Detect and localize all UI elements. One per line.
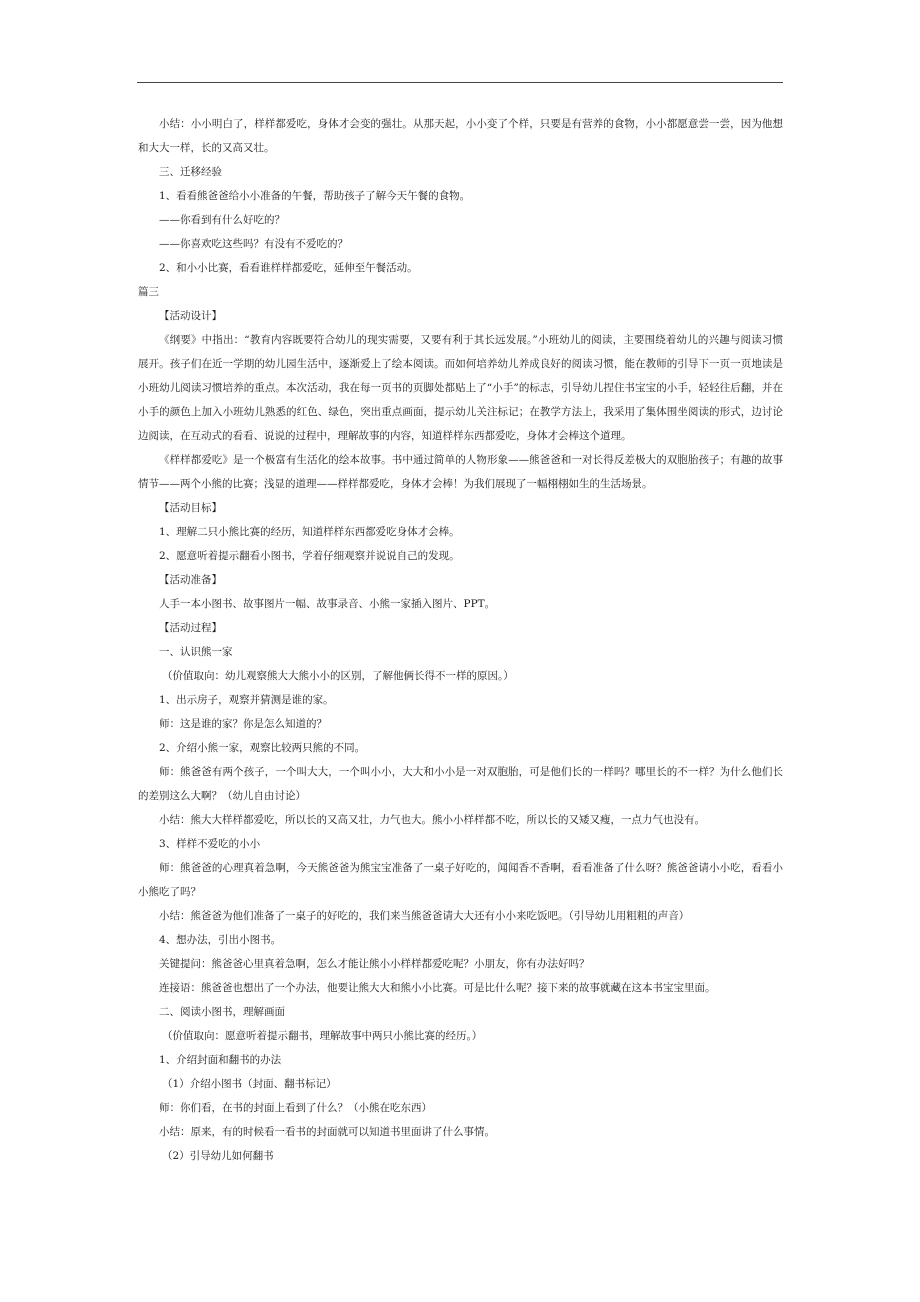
value-orientation-note: （价值取向：愿意听着提示翻书，理解故事中两只小熊比赛的经历。） — [162, 1030, 483, 1042]
list-item: 4、想办法，引出小图书。 — [159, 934, 282, 946]
list-item: 1、出示房子，观察并猜测是谁的家。 — [159, 694, 334, 706]
list-item: 2、愿意听着提示翻看小图书，学着仔细观察并说说自己的发现。 — [159, 550, 460, 562]
section-heading-transfer: 三、迁移经验 — [159, 166, 222, 178]
value-orientation-note: （价值取向：幼儿观察熊大大熊小小的区别，了解他俩长得不一样的原因。） — [162, 670, 514, 682]
question-line: ——你看到有什么好吃的？ — [159, 214, 285, 226]
step-heading: 一、认识熊一家 — [159, 646, 233, 658]
sub-list-item: （1）介绍小图书（封面、翻书标记） — [162, 1078, 337, 1090]
list-item: 2、介绍小熊一家，观察比较两只熊的不同。 — [159, 742, 366, 754]
sub-list-item: （2）引导幼儿如何翻书 — [162, 1150, 274, 1162]
teacher-paragraph: 师：熊爸爸有两个孩子，一个叫大大，一个叫小小，大大和小小是一对双胞胎，可是他们长的一样吗？哪里长的不一样？为什么他们长的差别这么大啊？（幼儿自由讨论） — [138, 766, 783, 802]
summary-line: 小结：熊爸爸为他们准备了一桌子的好吃的，我们来当熊爸爸请大大还有小小来吃饭吧。（引导幼儿用粗粗的声音） — [159, 910, 690, 922]
paragraph-design: 《纲要》中指出：“教育内容既要符合幼儿的现实需要，又要有利于其长远发展。”小班幼儿的阅读，主要围绕着幼儿的兴趣与阅读习惯展开。孩子们在近一学期的幼儿园生活中，逐渐爱上了绘本阅读。而如何培养幼儿养成良好的阅读习惯，能在教师的引导下一页一页地读是小班幼儿阅读习惯培养的重点。本次活动，我在每一页书的页脚处都贴上了“小手”的标志，引导幼儿捏住书宝宝的小手，轻轻往后翻，并在小手的颜色上加入小班幼儿熟悉的红色、绿色，突出重点画面，提示幼儿关注标记；在教学方法上，我采用了集体围坐阅读的形式，边讨论边阅读，在互动式的看看、说说的过程中，理解故事的内容，知道样样东西都爱吃，身体才会棒这个道理。 — [138, 334, 783, 442]
list-item: 2、和小小比赛，看看谁样样都爱吃，延伸至午餐活动。 — [159, 262, 418, 274]
question-line: ——你喜欢吃这些吗？有没有不爱吃的？ — [159, 238, 348, 250]
teacher-paragraph: 师：熊爸爸的心理真着急啊，今天熊爸爸为熊宝宝准备了一桌子好吃的，闻闻香不香啊，看看准备了什么呀？熊爸爸请小小吃，看看小小熊吃了吗？ — [138, 862, 783, 898]
section-heading-design: 【活动设计】 — [159, 310, 222, 322]
chapter-title: 篇三 — [138, 286, 159, 298]
list-item: 3、样样不爱吃的小小 — [159, 838, 261, 850]
step-heading: 二、阅读小图书，理解画面 — [159, 1006, 285, 1018]
paragraph-summary-xiaoxiao: 小结：小小明白了，样样都爱吃，身体才会变的强壮。从那天起，小小变了个样，只要是有营养的食物，小小都愿意尝一尝，因为他想和大大一样，长的又高又壮。 — [138, 118, 783, 154]
section-heading-preparation: 【活动准备】 — [159, 574, 222, 586]
teacher-line: 师：这是谁的家？你是怎么知道的？ — [159, 718, 327, 730]
connector-line: 连接语：熊爸爸也想出了一个办法，他要让熊大大和熊小小比赛。可是比什么呢？接下来的故事就藏在这本书宝宝里面。 — [159, 982, 716, 994]
summary-line: 小结：原来，有的时候看一看书的封面就可以知道书里面讲了什么事情。 — [159, 1126, 495, 1138]
section-heading-goals: 【活动目标】 — [159, 502, 222, 514]
list-item: 1、理解二只小熊比赛的经历，知道样样东西都爱吃身体才会棒。 — [159, 526, 460, 538]
preparation-text: 人手一本小图书、故事图片一幅、故事录音、小熊一家插入图片、PPT。 — [159, 598, 496, 610]
paragraph-story-intro: 《样样都爱吃》是一个极富有生活化的绘本故事。书中通过简单的人物形象——熊爸爸和一对长得反差极大的双胞胎孩子；有趣的故事情节——两个小熊的比赛；浅显的道理——样样都爱吃，身体才会棒！为我们展现了一幅栩栩如生的生活场景。 — [138, 454, 783, 490]
section-heading-process: 【活动过程】 — [159, 622, 222, 634]
header-rule — [137, 82, 783, 83]
summary-line: 小结：熊大大样样都爱吃，所以长的又高又壮，力气也大。熊小小样样都不吃，所以长的又矮又瘦，一点力气也没有。 — [159, 814, 705, 826]
list-item: 1、介绍封面和翻书的办法 — [159, 1054, 282, 1066]
teacher-line: 师：你们看，在书的封面上看到了什么？（小熊在吃东西） — [159, 1102, 432, 1114]
key-question-line: 关键提问：熊爸爸心里真着急啊，怎么才能让熊小小样样都爱吃呢？小朋友，你有办法好吗？ — [159, 958, 590, 970]
list-item: 1、看看熊爸爸给小小准备的午餐，帮助孩子了解今天午餐的食物。 — [159, 190, 471, 202]
